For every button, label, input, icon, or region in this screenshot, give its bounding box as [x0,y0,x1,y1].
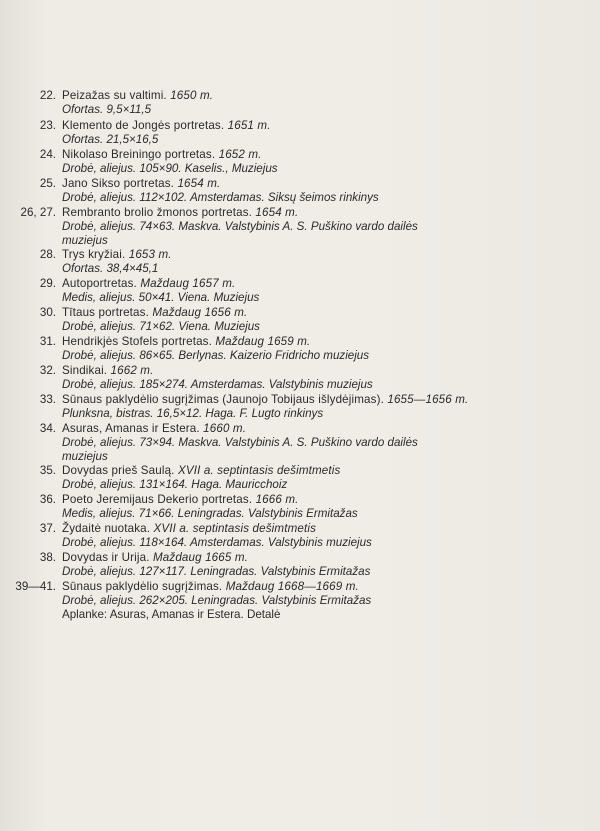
entry-number: 37. [39,522,56,535]
entry-number: 36. [39,493,56,506]
entry-details-continued: muziejus [62,234,108,247]
entry-date: 1652 m. [218,148,262,161]
entry-number: 28. [39,248,56,261]
entry-details: Ofortas. 38,4×45,1 [62,262,159,275]
entry-date: 1662 m. [110,364,154,377]
entry-details: Drobė, aliejus. 73×94. Maskva. Valstybinis A. S. Puškino vardo dailės [62,436,418,449]
entry-title: Dovydas prieš Saulą. [62,464,175,477]
entry-title: Sūnaus paklydėlio sugrįžimas (Jaunojo Tobijaus išlydėjimas). [62,393,384,406]
entry-title-line [62,364,154,378]
entry-details: Drobė, aliejus. 262×205. Leningradas. Valstybinis Ermitažas [62,594,372,607]
entry-number: 34. [39,422,56,435]
folder-note: Aplanke: Asuras, Amanas ir Estera. Detalė [62,608,281,621]
entry-number: 33. [39,393,56,406]
entry-title-line [62,493,299,507]
entry-title: Hendrikjės Stofels portretas. [62,335,212,348]
entry-title: Rembranto brolio žmonos portretas. [62,206,253,219]
entry-title-line [62,148,262,162]
entry-title-line [62,393,468,407]
entry-title: Peizažas su valtimi. [62,89,167,102]
entry-number: 35. [39,464,56,477]
entry-number: 24. [39,148,56,161]
entry-details: Ofortas. 21,5×16,5 [62,133,159,146]
entry-details: Plunksna, bistras. 16,5×12. Haga. F. Lugto rinkinys [62,407,324,420]
entry-title-line [62,177,220,191]
entry-date: 1653 m. [128,248,172,261]
entry-details: Drobė, aliejus. 71×62. Viena. Muziejus [62,320,260,333]
entry-date: Maždaug 1665 m. [152,551,249,564]
entry-title-line [62,551,248,565]
entry-title-line [62,277,235,291]
entry-details: Drobė, aliejus. 105×90. Kaselis., Muziejus [62,162,278,175]
entry-date: Maždaug 1668—1669 m. [225,580,359,593]
entry-date: 1651 m. [227,119,271,132]
entry-number: 38. [39,551,56,564]
entry-title: Nikolaso Breiningo portretas. [62,148,216,161]
entry-title-line [62,580,359,594]
entry-date: 1650 m. [170,89,214,102]
entry-date: 1660 m. [203,422,247,435]
entry-date: XVII a. septintasis dešimtmetis [153,522,317,535]
entry-title-line [62,522,316,536]
entry-title-line [62,306,247,320]
entry-number: 39—41. [15,580,56,593]
entry-number: 25. [39,177,56,190]
entry-title: Trys kryžiai. [62,248,126,261]
entry-title-line [62,119,271,133]
entry-details: Ofortas. 9,5×11,5 [62,103,152,116]
entry-number: 31. [39,335,56,348]
entry-date: 1666 m. [255,493,299,506]
entry-title: Dovydas ir Urija. [62,551,150,564]
entry-number: 23. [39,119,56,132]
entry-details: Drobė, aliejus. 131×164. Haga. Mauricchoiz [62,478,288,491]
entry-title: Žydaitė nuotaka. [62,522,151,535]
entry-number: 30. [39,306,56,319]
entry-title: Jano Sikso portretas. [62,177,175,190]
entry-title: Asuras, Amanas ir Estera. [62,422,200,435]
entry-details: Medis, aliejus. 71×66. Leningradas. Valstybinis Ermitažas [62,507,358,520]
entry-details: Drobė, aliejus. 118×164. Amsterdamas. Valstybinis muziejus [62,536,372,549]
entry-details: Medis, aliejus. 50×41. Viena. Muziejus [62,291,260,304]
entry-number: 26, 27. [20,206,56,219]
entry-title-line [62,248,172,262]
entry-details: Drobė, aliejus. 127×117. Leningradas. Valstybinis Ermitažas [62,565,371,578]
entry-title-line [62,89,213,103]
entry-number: 29. [39,277,56,290]
entry-title-line [62,206,298,220]
entry-number: 22. [39,89,56,102]
entry-details: Drobė, aliejus. 86×65. Berlynas. Kaizerio Fridricho muziejus [62,349,370,362]
entry-details: Drobė, aliejus. 185×274. Amsterdamas. Valstybinis muziejus [62,378,373,391]
entry-details: Drobė, aliejus. 112×102. Amsterdamas. Siksų šeimos rinkinys [62,191,379,204]
entry-title-line [62,464,340,478]
entry-date: 1655—1656 m. [387,393,469,406]
entry-number: 32. [39,364,56,377]
entry-title: Sindikai. [62,364,108,377]
entry-title: Klemento de Jongės portretas. [62,119,225,132]
entry-title: Tītaus portretas. [62,306,149,319]
entry-date: Maždaug 1659 m. [215,335,311,348]
entry-date: Maždaug 1657 m. [140,277,236,290]
entry-details-continued: muziejus [62,450,108,463]
entry-title: Poeto Jeremijaus Dekerio portretas. [62,493,253,506]
entry-date: 1654 m. [255,206,299,219]
entry-title: Autoportretas. [62,277,137,290]
entry-title: Sūnaus paklydėlio sugrįžimas. [62,580,223,593]
entry-date: XVII a. septintasis dešimtmetis [177,464,341,477]
entry-date: Maždaug 1656 m. [152,306,248,319]
entry-details: Drobė, aliejus. 74×63. Maskva. Valstybinis A. S. Puškino vardo dailės [62,220,418,233]
entry-title-line [62,422,246,436]
entry-title-line [62,335,310,349]
entry-date: 1654 m. [177,177,221,190]
